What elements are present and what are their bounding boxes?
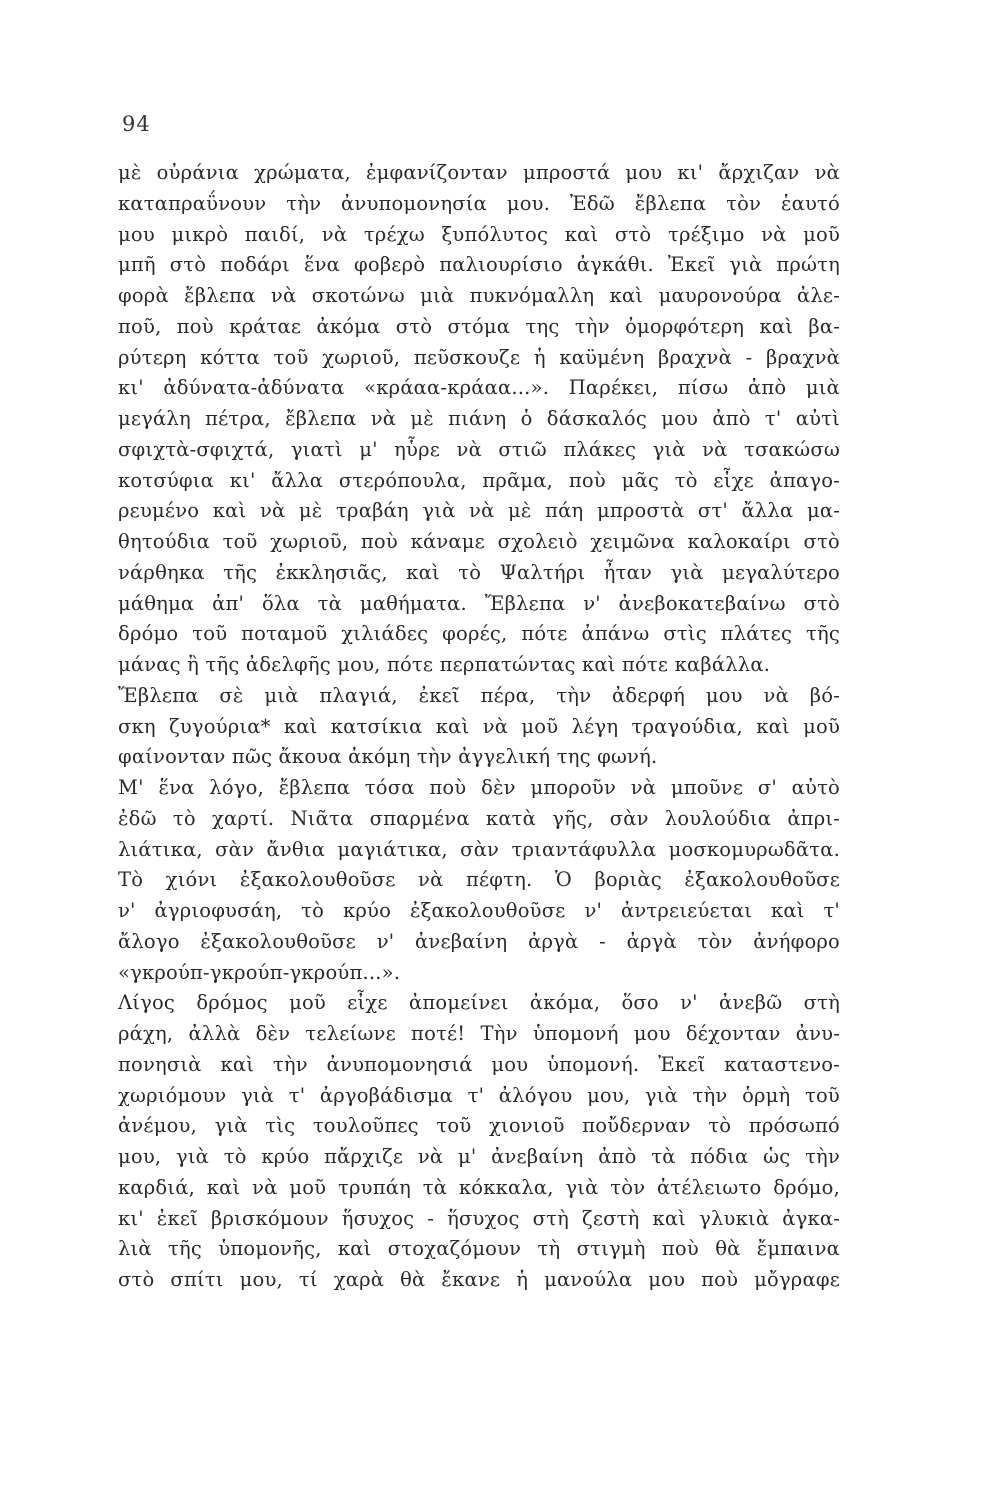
text-line: ἀνέμου, γιὰ τὶς τουλοῦπες τοῦ χιονιοῦ ποὔδερναν τὸ πρόσωπό xyxy=(118,1114,840,1138)
text-line: «γκρούπ-γκρούπ-γκρούπ...». xyxy=(118,960,401,984)
text-line: σφιχτὰ-σφιχτά, γιατὶ μ' ηὗρε νὰ στιῶ πλάκες γιὰ νὰ τσακώσω xyxy=(118,437,840,461)
text-line: μου, γιὰ τὸ κρύο πἄρχιζε νὰ μ' ἀνεβαίνη ἀπὸ τὰ πόδια ὡς τὴν xyxy=(118,1145,840,1168)
text-line: ρευμένο καὶ νὰ μὲ τραβάη γιὰ νὰ μὲ πάη μπροστὰ στ' ἄλλα μα- xyxy=(118,499,840,523)
text-line: Μ' ἕνα λόγο, ἔβλεπα τόσα ποὺ δὲν μποροῦν νὰ μποῦνε σ' αὐτὸ xyxy=(118,776,840,799)
text-line: ἐδῶ τὸ χαρτί. Νιᾶτα σπαρμένα κατὰ γῆς, σὰν λουλούδια ἀπρι- xyxy=(118,806,840,830)
text-line: δρόμο τοῦ ποταμοῦ χιλιάδες φορές, πότε ἀπάνω στὶς πλάτες τῆς xyxy=(118,622,840,646)
text-line: μάνας ἢ τῆς ἀδελφῆς μου, πότε περπατώντας καὶ πότε καβάλλα. xyxy=(118,653,771,676)
text-line: θητούδια τοῦ χωριοῦ, ποὺ κάναμε σχολειὸ χειμῶνα καλοκαίρι στὸ xyxy=(118,530,840,553)
text-line: καρδιά, καὶ νὰ μοῦ τρυπάη τὰ κόκκαλα, γιὰ τὸν ἀτέλειωτο δρόμο, xyxy=(118,1175,840,1199)
text-line: Λίγος δρόμος μοῦ εἶχε ἀπομείνει ἀκόμα, ὅσο ν' ἀνεβῶ στὴ xyxy=(118,991,840,1015)
text-line: φαίνονταν πῶς ἄκουα ἀκόμη τὴν ἀγγελική της φωνή. xyxy=(118,745,658,769)
text-line: σκη ζυγούρια* καὶ κατσίκια καὶ νὰ μοῦ λέγη τραγούδια, καὶ μοῦ xyxy=(118,714,840,738)
text-line: ποῦ, ποὺ κράταε ἀκόμα στὸ στόμα της τὴν ὀμορφότερη καὶ βα- xyxy=(118,314,840,338)
text-line: μεγάλη πέτρα, ἔβλεπα νὰ μὲ πιάνη ὁ δάσκαλός μου ἀπὸ τ' αὐτὶ xyxy=(118,407,840,430)
text-line: χωριόμουν γιὰ τ' ἀργοβάδισμα τ' ἀλόγου μου, γιὰ τὴν ὁρμὴ τοῦ xyxy=(118,1083,840,1107)
text-line: κι' ἀδύνατα-ἀδύνατα «κράαα-κράαα...». Παρέκει, πίσω ἀπὸ μιὰ xyxy=(118,376,840,400)
text-line: Τὸ χιόνι ἐξακολουθοῦσε νὰ πέφτη. Ὁ βοριὰς ἐξακολουθοῦσε xyxy=(118,868,840,892)
text-line: κοτσύφια κι' ἄλλα στερόπουλα, πρᾶμα, ποὺ μᾶς τὸ εἶχε ἀπαγο- xyxy=(118,468,840,492)
page-number: 94 xyxy=(122,112,151,136)
text-line: καταπραΰνουν τὴν ἀνυπομονησία μου. Ἐδῶ ἔβλεπα τὸν ἑαυτό xyxy=(118,191,840,215)
text-line: στὸ σπίτι μου, τί χαρὰ θὰ ἔκανε ἡ μανούλα μου ποὺ μὄγραφε xyxy=(118,1268,840,1291)
body-text xyxy=(118,158,840,1296)
text-line: μου μικρὸ παιδί, νὰ τρέχω ξυπόλυτος καὶ στὸ τρέξιμο νὰ μοῦ xyxy=(118,222,840,246)
text-line: λιάτικα, σὰν ἄνθια μαγιάτικα, σὰν τριαντάφυλλα μοσκομυρωδᾶτα. xyxy=(118,837,840,861)
text-line: μπῆ στὸ ποδάρι ἕνα φοβερὸ παλιουρίσιο ἀγκάθι. Ἐκεῖ γιὰ πρώτη xyxy=(118,253,840,277)
text-line: κι' ἐκεῖ βρισκόμουν ἥσυχος - ἥσυχος στὴ ζεστὴ καὶ γλυκιὰ ἀγκα- xyxy=(118,1206,840,1230)
text-line: Ἔβλεπα σὲ μιὰ πλαγιά, ἐκεῖ πέρα, τὴν ἀδερφή μου νὰ βό- xyxy=(118,683,840,707)
text-line: ράχη, ἀλλὰ δὲν τελείωνε ποτέ! Τὴν ὑπομονή μου δέχονταν ἀνυ- xyxy=(118,1022,840,1045)
text-line: ν' ἀγριοφυσάη, τὸ κρύο ἐξακολουθοῦσε ν' ἀντρειεύεται καὶ τ' xyxy=(118,899,840,922)
text-line: ρύτερη κόττα τοῦ χωριοῦ, πεῦσκουζε ἡ καϋμένη βραχνὰ - βραχνὰ xyxy=(118,345,840,369)
text-line: πονησιὰ καὶ τὴν ἀνυπομονησιά μου ὑπομονή. Ἐκεῖ καταστενο- xyxy=(118,1052,840,1076)
text-line: νάρθηκα τῆς ἐκκλησιᾶς, καὶ τὸ Ψαλτήρι ἦταν γιὰ μεγαλύτερο xyxy=(118,560,840,584)
text-line: φορὰ ἔβλεπα νὰ σκοτώνω μιὰ πυκνόμαλλη καὶ μαυρονούρα ἀλε- xyxy=(118,284,840,307)
text-line: μὲ οὐράνια χρώματα, ἐμφανίζονταν μπροστά μου κι' ἄρχιζαν νὰ xyxy=(118,161,840,184)
text-line: λιὰ τῆς ὑπομονῆς, καὶ στοχαζόμουν τὴ στιγμὴ ποὺ θὰ ἔμπαινα xyxy=(118,1237,840,1261)
text-line: μάθημα ἀπ' ὅλα τὰ μαθήματα. Ἔβλεπα ν' ἀνεβοκατεβαίνω στὸ xyxy=(118,591,840,615)
text-line: ἄλογο ἐξακολουθοῦσε ν' ἀνεβαίνη ἀργὰ - ἀργὰ τὸν ἀνήφορο xyxy=(118,929,840,953)
